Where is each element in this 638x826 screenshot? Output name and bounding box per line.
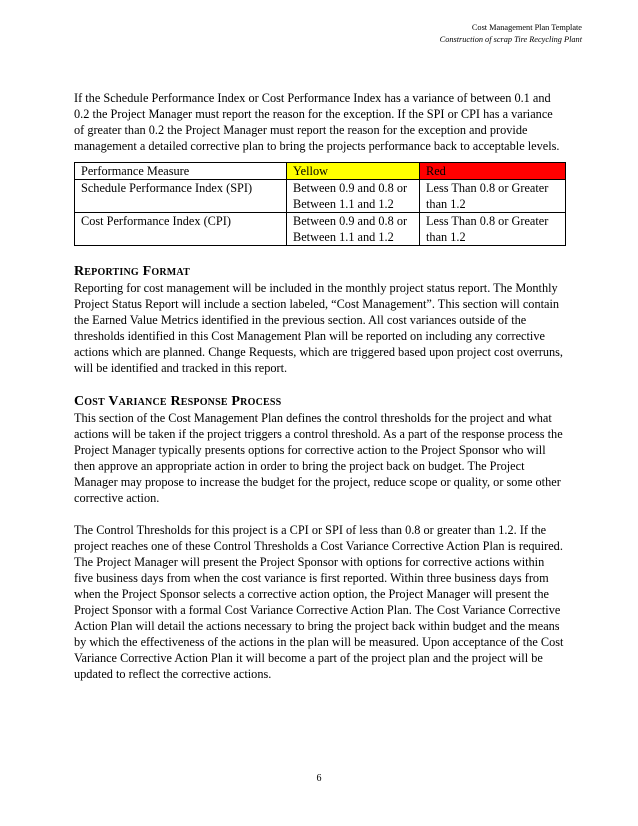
table-cell: Cost Performance Index (CPI) bbox=[75, 213, 287, 246]
reporting-format-paragraph: Reporting for cost management will be included in the monthly project status report. The Monthly Project Status Report will include a section labeled, “Cost Management”. This section will contain the Earned Value Metrics identified in the previous section. All cost variances outside of the thresholds identified in this Cost Management Plan will be reported on including any corrective actions which are planned. Change Requests, which are triggered based upon project cost overruns, will be identified and tracked in this report. bbox=[74, 281, 563, 375]
cost-variance-paragraph-2: The Control Thresholds for this project is a CPI or SPI of less than 0.8 or greater than 1.2. If the project reaches one of these Control Thresholds a Cost Variance Corrective Action Plan is required. The Project Manager will present the Project Sponsor with options for corrective actions within five business days from when the cost variance is first reported. Within three business days from when the Project Sponsor selects a corrective action option, the Project Manager will present the Project Sponsor with a formal Cost Variance Corrective Action Plan. The Cost Variance Corrective Action Plan will detail the actions necessary to bring the project back within budget and the means by which the effectiveness of the actions in the plan will be measured. Upon acceptance of the Cost Variance Corrective Action Plan it will become a part of the project plan and the project will be updated to reflect the corrective actions. bbox=[74, 523, 564, 681]
table-cell: Between 0.9 and 0.8 or Between 1.1 and 1.2 bbox=[287, 180, 420, 213]
section-heading-reporting-format: Reporting Format bbox=[74, 264, 190, 279]
paragraph-spacer bbox=[74, 506, 566, 522]
table-cell: Between 0.9 and 0.8 or Between 1.1 and 1.2 bbox=[287, 213, 420, 246]
header-title: Cost Management Plan Template bbox=[471, 23, 582, 32]
intro-paragraph: If the Schedule Performance Index or Cost Performance Index has a variance of between 0.1 and 0.2 the Project Manager must report the reason for the exception. If the SPI or CPI has a variance of greater than 0.2 the Project Manager must report the reason for the exception and provide management a detailed corrective plan to bring the projects performance back to acceptable levels. bbox=[74, 91, 560, 153]
table-cell: Less Than 0.8 or Greater than 1.2 bbox=[420, 213, 566, 246]
header-yellow: Yellow bbox=[287, 163, 420, 180]
page-header bbox=[440, 22, 582, 45]
header-red: Red bbox=[420, 163, 566, 180]
table-row bbox=[75, 180, 566, 213]
page-number: 6 bbox=[316, 773, 322, 784]
table-row bbox=[75, 213, 566, 246]
header-subtitle: Construction of scrap Tire Recycling Plant bbox=[439, 34, 582, 44]
section-heading-cost-variance: Cost Variance Response Process bbox=[74, 394, 282, 409]
performance-threshold-table bbox=[74, 162, 566, 246]
header-performance-measure: Performance Measure bbox=[75, 163, 287, 180]
table-cell: Schedule Performance Index (SPI) bbox=[75, 180, 287, 213]
cost-variance-paragraph-1: This section of the Cost Management Plan defines the control thresholds for the project and what actions will be taken if the project triggers a control threshold. As a part of the response process the Project Manager typically presents options for corrective action to the Project Sponsor who will then approve an appropriate action in order to bring the project back on budget. The Project Manager may propose to increase the budget for the project, reduce scope or quality, or some other corrective action. bbox=[74, 411, 563, 505]
document-body bbox=[74, 90, 566, 682]
table-cell: Less Than 0.8 or Greater than 1.2 bbox=[420, 180, 566, 213]
table-header-row bbox=[75, 163, 566, 180]
